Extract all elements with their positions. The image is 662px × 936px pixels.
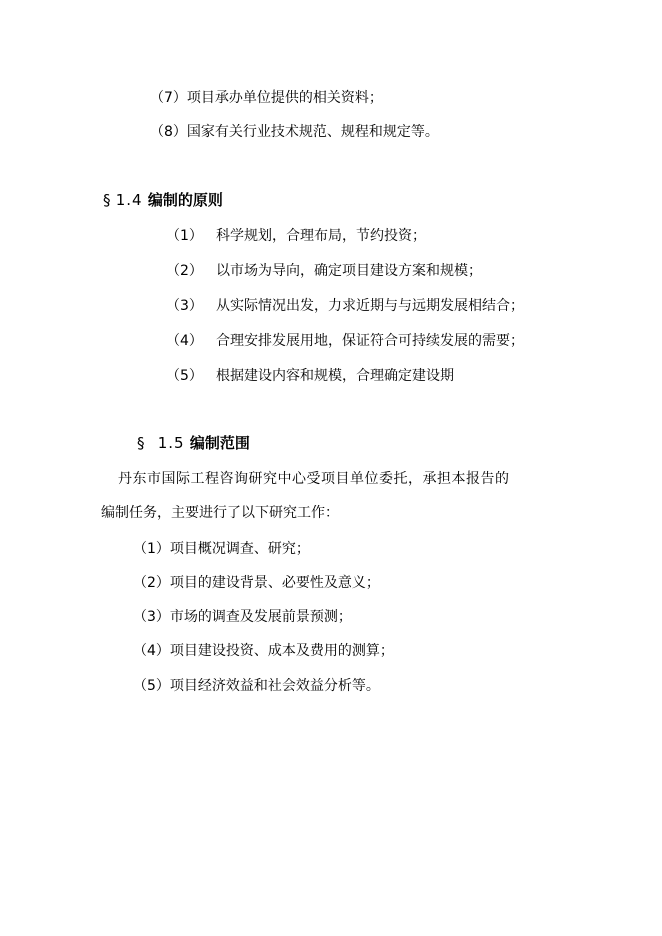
list-item (133, 573, 380, 593)
list-item-text: 根据建设内容和规模，合理确定建设期 (216, 368, 454, 384)
section-number: 1.4 (115, 191, 143, 209)
section-symbol: § (137, 434, 145, 452)
list-item-text: 项目承办单位提供的相关资料； (186, 90, 383, 106)
list-item (166, 366, 454, 386)
paragraph-text: 编制任务，主要进行了以下研究工作： (101, 505, 339, 521)
list-item-number: （3） (133, 609, 170, 625)
section-heading-1-5 (137, 433, 250, 453)
list-item-text: 项目的建设背景、必要性及意义； (169, 575, 380, 591)
list-item (166, 296, 524, 316)
list-item-text: 以市场为导向，确定项目建设方案和规模； (216, 263, 482, 279)
list-item-text: 从实际情况出发，力求近期与与远期发展相结合； (216, 298, 524, 314)
list-item (133, 539, 310, 559)
list-item-number: （8） (150, 124, 187, 140)
list-item-text: 项目经济效益和社会效益分析等。 (169, 678, 380, 694)
paragraph-line (118, 469, 510, 489)
list-item-number: （2） (166, 263, 203, 279)
list-item (133, 641, 394, 661)
list-item (166, 261, 482, 281)
list-item-text: 国家有关行业技术规范、规程和规定等。 (186, 124, 439, 140)
list-item-number: （7） (150, 90, 187, 106)
list-item-number: （5） (166, 368, 203, 384)
list-item (150, 88, 383, 108)
list-item-number: （1） (166, 228, 203, 244)
list-item-text: 合理安排发展用地，保证符合可持续发展的需要； (216, 333, 524, 349)
list-item-number: （1） (133, 541, 170, 557)
list-item-number: （3） (166, 298, 203, 314)
paragraph-line (101, 503, 339, 523)
list-item (166, 331, 524, 351)
list-item (133, 607, 352, 627)
section-symbol: § (103, 191, 111, 209)
section-title: 编制的原则 (147, 191, 223, 209)
section-title: 编制范围 (189, 434, 250, 452)
list-item-number: （2） (133, 575, 170, 591)
list-item (133, 676, 380, 696)
list-item (166, 226, 426, 246)
list-item-text: 市场的调查及发展前景预测； (169, 609, 352, 625)
list-item-text: 科学规划，合理布局，节约投资； (216, 228, 426, 244)
list-item-text: 项目概况调查、研究； (169, 541, 310, 557)
list-item-number: （4） (166, 333, 203, 349)
paragraph-text: 丹东市国际工程咨询研究中心受项目单位委托，承担本报告的 (118, 471, 510, 487)
section-heading-1-4 (103, 190, 223, 210)
list-item-number: （4） (133, 643, 170, 659)
list-item (150, 122, 439, 142)
section-number: 1.5 (157, 434, 185, 452)
list-item-number: （5） (133, 678, 170, 694)
list-item-text: 项目建设投资、成本及费用的测算； (169, 643, 394, 659)
